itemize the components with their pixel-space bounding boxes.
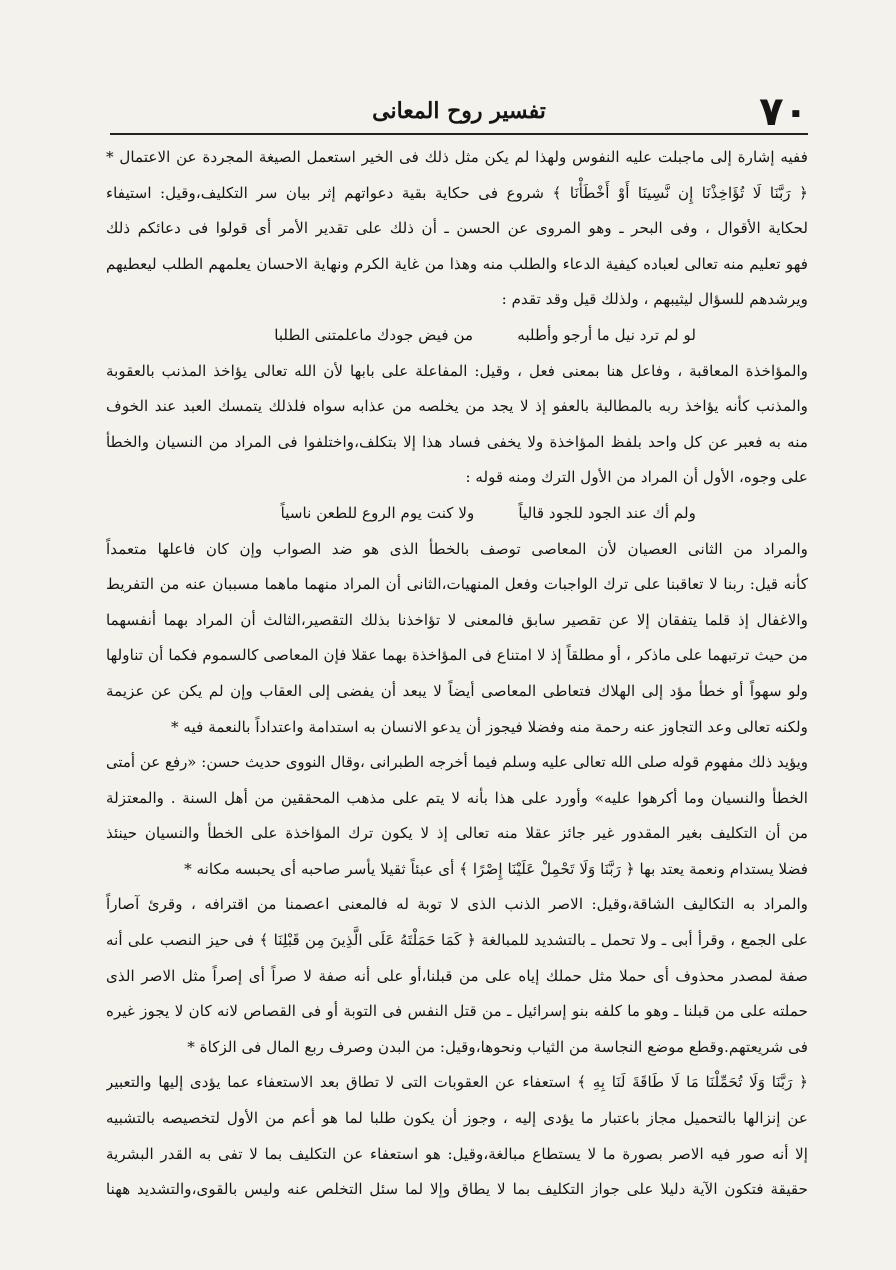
text-line: من أن التكليف بغير المقدور غير جائز عقلا منه تعالى إذ لا يكون ترك المؤاخذة على الخطأ والنسيان حينئذ: [106, 824, 808, 843]
text-line: حملته على من قبلنا ـ وهو ما كلفه بنو إسرائيل ـ من قتل النفس فى التوبة أو فى القصاص لانه كان لا يجوز غيره: [106, 1002, 808, 1021]
text-line: والمراد من الثانى العصيان لأن المعاصى توصف بالخطأ الذى هو ضد الصواب وإن كان فاعلها متعمداً: [106, 539, 808, 558]
text-line: ﴿ رَبَّنَا لَا تُؤَاخِذْنَا إِن نَّسِينَا أَوْ أَخْطَأْنَا ﴾ شروع فى حكاية بقية دعواتهم إثر بيان سر التكليف،وقيل: استيفاء: [106, 183, 808, 202]
verse-second-hemistich: من فيض جودك ماعلمتنى الطلبا: [274, 325, 474, 344]
text-line: ولو سهواً أو خطأ مؤد إلى الهلاك فتعاطى المعاصى أيضاً لا يبعد أن يفضى إلى العقاب وإن لم يكن عن عزيمة: [106, 681, 808, 700]
verse-first-hemistich: ولم أك عند الجود للجود قالياً: [518, 503, 696, 522]
text-line: منه به فعبر عن كل واحد بلفظ المؤاخذة ولا يخفى فساد هذا إلا بتكلف،واختلفوا فى المراد من النسيان والخطأ: [106, 432, 808, 451]
body-text: [106, 140, 808, 1208]
text-line: فضلا يستدام ونعمة يعتد بها ﴿ رَبَّنَا وَلَا تَحْمِلْ عَلَيْنَا إِصْرًا ﴾ أى عبئاً ثقيلا يأسر صاحبه أى يحبسه مكانه *: [184, 859, 808, 878]
poetry-verse: [106, 318, 808, 354]
text-line: إلا أنه صور فيه الاصر بصورة ما لا يستطاع مبالغة،وقيل: هو استعفاء عن التكليف بما لا تفى به القدر البشرية: [106, 1144, 808, 1163]
text-line: فهو تعليم منه تعالى لعباده كيفية الدعاء والطلب منه وهذا من غاية الكرم ونهاية الاحسان يعلمهم الطلب ليعطيهم: [106, 254, 808, 273]
text-line: ويؤيد ذلك مفهوم قوله صلى الله تعالى عليه وسلم فيما أخرجه الطبرانى ،وقال النووى حديث حسن: «رفع عن أمتى: [106, 753, 808, 772]
running-title: تفسير روح المعانى: [372, 98, 546, 124]
text-line: كأنه قيل: ربنا لا تعاقبنا على ترك الواجبات وفعل المنهيات،الثانى أن المراد منهما ماهما مسببان عنه من التفريط: [106, 575, 808, 594]
page-number: ٧٠: [759, 89, 808, 135]
text-line: على الجمع ، وقرأ أبى ـ ولا تحمل ـ بالتشديد للمبالغة ﴿ كَمَا حَمَلْتَهُ عَلَى الَّذِينَ مِن قَبْلِنَا ﴾ فى حيز النصب على أنه: [106, 931, 808, 950]
poetry-verse: [106, 496, 808, 532]
text-line: من حيث ترتبهما على ماذكر ، أو مطلقاً إذ لا امتناع فى المؤاخذة بهما عقلا فإن المعاصى كالسموم فكما أن تناولها: [106, 646, 808, 665]
text-line: ولكنه تعالى وعد التجاوز عنه رحمة منه وفضلا فيجوز أن يدعو الانسان به استدامة واعتداداً بالنعمة فيه *: [170, 717, 808, 736]
verse-first-hemistich: لو لم ترد نيل ما أرجو وأطلبه: [517, 325, 696, 344]
text-line: فى شريعتهم.وقطع موضع النجاسة من الثياب ونحوها،وقيل: من البدن وصرف ربع المال فى الزكاة *: [187, 1037, 808, 1056]
text-line: لحكاية الأقوال ، وفى البحر ـ وهو المروى عن الحسن ـ أن ذلك على تقدير الأمر أى قولوا فى دعائكم ذلك: [106, 219, 808, 238]
text-line: ويرشدهم للسؤال ليثيبهم ، ولذلك قيل وقد تقدم :: [501, 290, 808, 309]
text-line: حقيقة فتكون الآية دليلا على جواز التكليف بما لا يطاق وإلا لما سئل التخلص عنه وليس بالقوى،والتشديد ههنا: [106, 1180, 808, 1199]
text-line: والمراد به التكاليف الشاقة،وقيل: الاصر الذنب الذى لا توبة له فالمعنى اعصمنا من اقترافه ، وقرئ آصاراً: [106, 895, 808, 914]
text-line: ﴿ رَبَّنَا وَلَا تُحَمِّلْنَا مَا لَا طَاقَةَ لَنَا بِهِ ﴾ استعفاء عن العقوبات التى لا تطاق بعد الاستعفاء عما يؤدى إليها والتعبير: [106, 1073, 808, 1092]
text-line: على وجوه، الأول أن المراد من الأول الترك ومنه قوله :: [465, 468, 808, 487]
text-line: والمؤاخذة المعاقبة ، وفاعل هنا بمعنى فعل ، وقيل: المفاعلة على بابها لأن الله تعالى يؤاخذ المذنب بالعقوبة: [106, 361, 808, 380]
text-line: والاغفال إذ قلما يتفقان إلا عن تقصير سابق فالمعنى لا تؤاخذنا بذلك التقصير،الثالث أن المراد بهما أنفسهما: [106, 610, 808, 629]
verse-second-hemistich: ولا كنت يوم الروع للطعن ناسياً: [280, 503, 475, 522]
text-line: والمذنب كأنه يؤاخذ ربه بالمطالبة بالعفو إذ لا يجد من يخلصه من عذابه سواه فلذلك يتمسك العبد عند الخوف: [106, 397, 808, 416]
header-rule: [110, 133, 808, 135]
text-line: ففيه إشارة إلى ماجبلت عليه النفوس ولهذا لم يكن مثل ذلك فى الخير استعمل الصيغة المجردة عن الاعتمال *: [106, 148, 808, 166]
text-line: الخطأ والنسيان وما أكرهوا عليه» وأورد على هذا بأنه لا يتم على مذهب المحققين من أهل السنة . والمعتزلة: [106, 788, 808, 807]
text-line: عن إنزالها بالتحميل مجاز باعتبار ما يؤدى إليه ، وجوز أن يكون طلبا لما هو أعم من الأول لتخصيصه بالتشبيه: [106, 1109, 808, 1128]
text-line: صفة لمصدر محذوف أى حملا مثل حملك إياه على من قبلنا،أو على أنه صفة لا صراً أى إصراً مثل الاصر الذى: [106, 966, 808, 985]
